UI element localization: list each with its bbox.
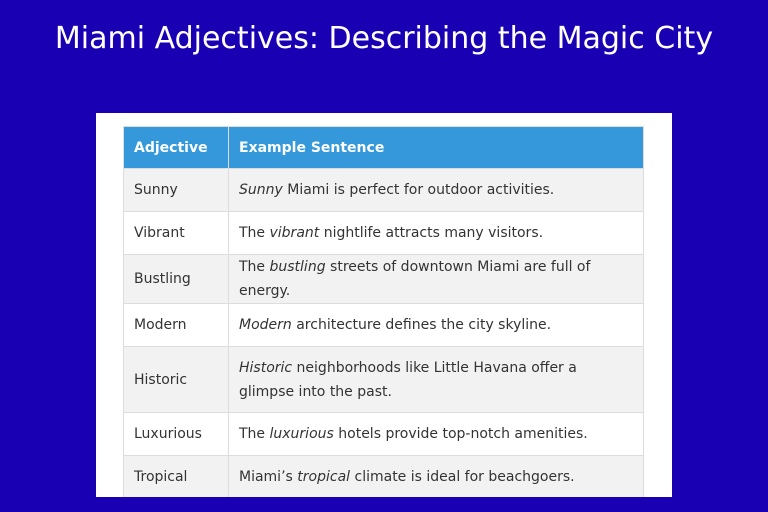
sentence-pre: The [239, 225, 270, 241]
sentence-emphasis: luxurious [269, 426, 334, 442]
sentence-cell [229, 347, 644, 413]
sentence-pre: The [239, 426, 270, 442]
adjective-cell: Luxurious [124, 413, 229, 456]
sentence-cell [229, 304, 644, 347]
sentence-post: nightlife attracts many visitors. [319, 225, 544, 241]
adjective-cell: Vibrant [124, 212, 229, 255]
adjective-cell: Sunny [124, 169, 229, 212]
sentence-post: hotels provide top-notch amenities. [333, 426, 588, 442]
adjective-cell: Modern [124, 304, 229, 347]
sentence-emphasis: Sunny [239, 182, 283, 198]
table-card [96, 113, 672, 497]
sentence-cell [229, 456, 644, 498]
header-example-sentence: Example Sentence [229, 127, 644, 169]
sentence-pre: Miami’s [239, 469, 298, 485]
table-row [124, 347, 644, 413]
sentence-post: climate is ideal for beachgoers. [350, 469, 575, 485]
table-row [124, 212, 644, 255]
table-header-row [124, 127, 644, 169]
table-row [124, 456, 644, 498]
sentence-cell [229, 255, 644, 304]
adjective-cell: Historic [124, 347, 229, 413]
table-row [124, 413, 644, 456]
sentence-emphasis: tropical [297, 469, 351, 485]
sentence-post: streets of downtown Miami are full of energy. [239, 259, 591, 299]
adjectives-table [123, 126, 644, 497]
page-title: Miami Adjectives: Describing the Magic City [54, 21, 714, 56]
sentence-emphasis: Modern [239, 317, 292, 333]
sentence-emphasis: vibrant [269, 225, 320, 241]
table-row [124, 169, 644, 212]
adjective-cell: Bustling [124, 255, 229, 304]
sentence-post: Miami is perfect for outdoor activities. [282, 182, 555, 198]
sentence-pre: The [239, 259, 270, 275]
sentence-cell [229, 212, 644, 255]
sentence-cell [229, 413, 644, 456]
header-adjective: Adjective [124, 127, 229, 169]
table-row [124, 255, 644, 304]
sentence-emphasis: Historic [239, 359, 293, 376]
adjective-cell: Tropical [124, 456, 229, 498]
table-row [124, 304, 644, 347]
sentence-cell [229, 169, 644, 212]
sentence-post: architecture defines the city skyline. [291, 317, 552, 333]
sentence-emphasis: bustling [269, 259, 326, 275]
sentence-post: neighborhoods like Little Havana offer a glimpse into the past. [239, 359, 577, 400]
